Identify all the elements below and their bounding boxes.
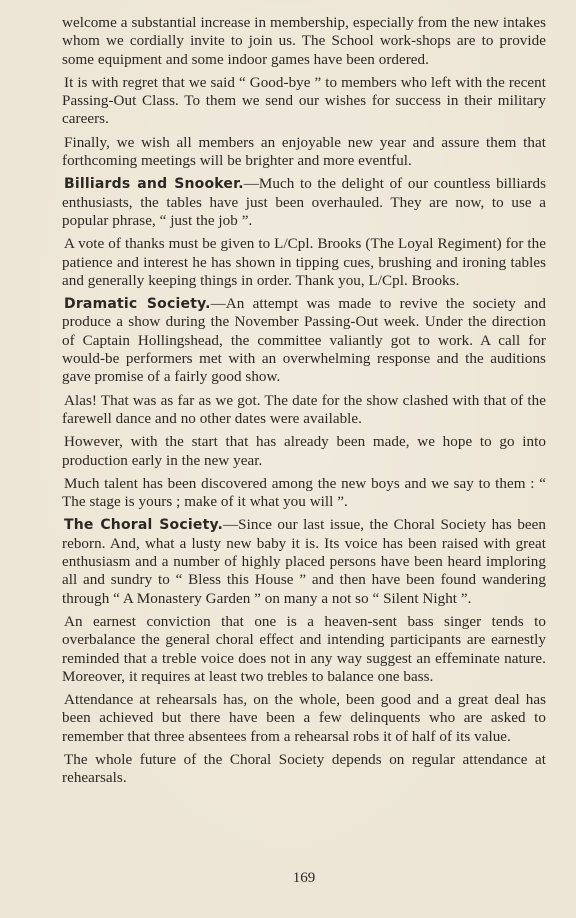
paragraph bbox=[62, 235, 546, 290]
paragraph bbox=[62, 392, 546, 429]
paragraph bbox=[62, 475, 546, 512]
paragraph-text: A vote of thanks must be given to L/Cpl. Brooks (The Loyal Regiment) for the patience and interest he has shown in tipping cues, brushing and ironing tables and generally keeping things in order. Thank you, L/Cpl. Brooks. bbox=[62, 236, 546, 289]
paragraph bbox=[62, 691, 546, 746]
section-heading-choral: The Choral Society. bbox=[64, 517, 224, 534]
page-number: 169 bbox=[292, 870, 316, 886]
section-heading-dramatic: Dramatic Society. bbox=[64, 296, 211, 313]
paragraph-text: An earnest conviction that one is a heaven-sent bass singer tends to overbalance the general choral effect and intending participants are earnestly reminded that a treble voice does not in any way suggest an effeminate nature. Moreover, it requires at least two trebles to balance one bass. bbox=[62, 613, 546, 685]
paragraph-text: Attendance at rehearsals has, on the whole, been good and a great deal has been achieved but there have been a few delinquents who are asked to remember that three absentees from a rehearsal robs it of half of its value. bbox=[62, 692, 546, 745]
paragraph bbox=[62, 613, 546, 686]
paragraph-text: Much talent has been discovered among the new boys and we say to them : “ The stage is yours ; make of it what you will ”. bbox=[62, 475, 546, 511]
paragraph-text: —Much to the delight of our countless billiards enthusiasts, the tables have just been overhauled. They are now, to use a popular phrase, “ just the job ”. bbox=[62, 176, 546, 229]
paragraph bbox=[62, 175, 546, 230]
paragraph bbox=[62, 751, 546, 788]
paragraph-text: Finally, we wish all members an enjoyable new year and assure them that forthcoming meetings will be brighter and more eventful. bbox=[62, 134, 546, 170]
section-heading-billiards: Billiards and Snooker. bbox=[64, 176, 244, 193]
paragraph bbox=[62, 134, 546, 171]
paragraph-text: It is with regret that we said “ Good-bye ” to members who left with the recent Passing-Out Class. To them we send our wishes for success in their military careers. bbox=[62, 74, 546, 128]
paragraph-text: Alas! That was as far as we got. The date for the show clashed with that of the farewell dance and no other dates were available. bbox=[62, 392, 546, 427]
paragraph bbox=[62, 295, 546, 386]
paragraph bbox=[62, 516, 546, 607]
paragraph-text: However, with the start that has already been made, we hope to go into production early in the new year. bbox=[62, 434, 546, 469]
paragraph-text: welcome a substantial increase in membership, especially from the new intakes whom we cordially invite to join us. The School work-shops are to provide some equipment and some indoor games have been ordered. bbox=[62, 15, 546, 68]
paragraph bbox=[62, 14, 546, 69]
paragraph bbox=[62, 74, 546, 129]
paragraph-text: The whole future of the Choral Society depends on regular attendance at rehearsals. bbox=[62, 751, 546, 787]
body-text bbox=[62, 14, 546, 788]
paragraph bbox=[62, 433, 546, 470]
paragraph-text: —Since our last issue, the Choral Society has been reborn. And, what a lusty new baby it is. Its voice has been raised with great enthusiasm and a number of highly placed persons have been heard imploring all and sundry to “ Bless this House ” and then have been found wandering through “ A Monastery Garden ” on many a not so “ Silent Night ”. bbox=[62, 517, 547, 607]
paragraph-text: —An attempt was made to revive the society and produce a show during the November Passing-Out week. Under the direction of Captain Hollingshead, the committee valiantly got to work. A call for would-be performers met with an overwhelming response and the auditions gave promise of a fairly good show. bbox=[62, 296, 546, 386]
